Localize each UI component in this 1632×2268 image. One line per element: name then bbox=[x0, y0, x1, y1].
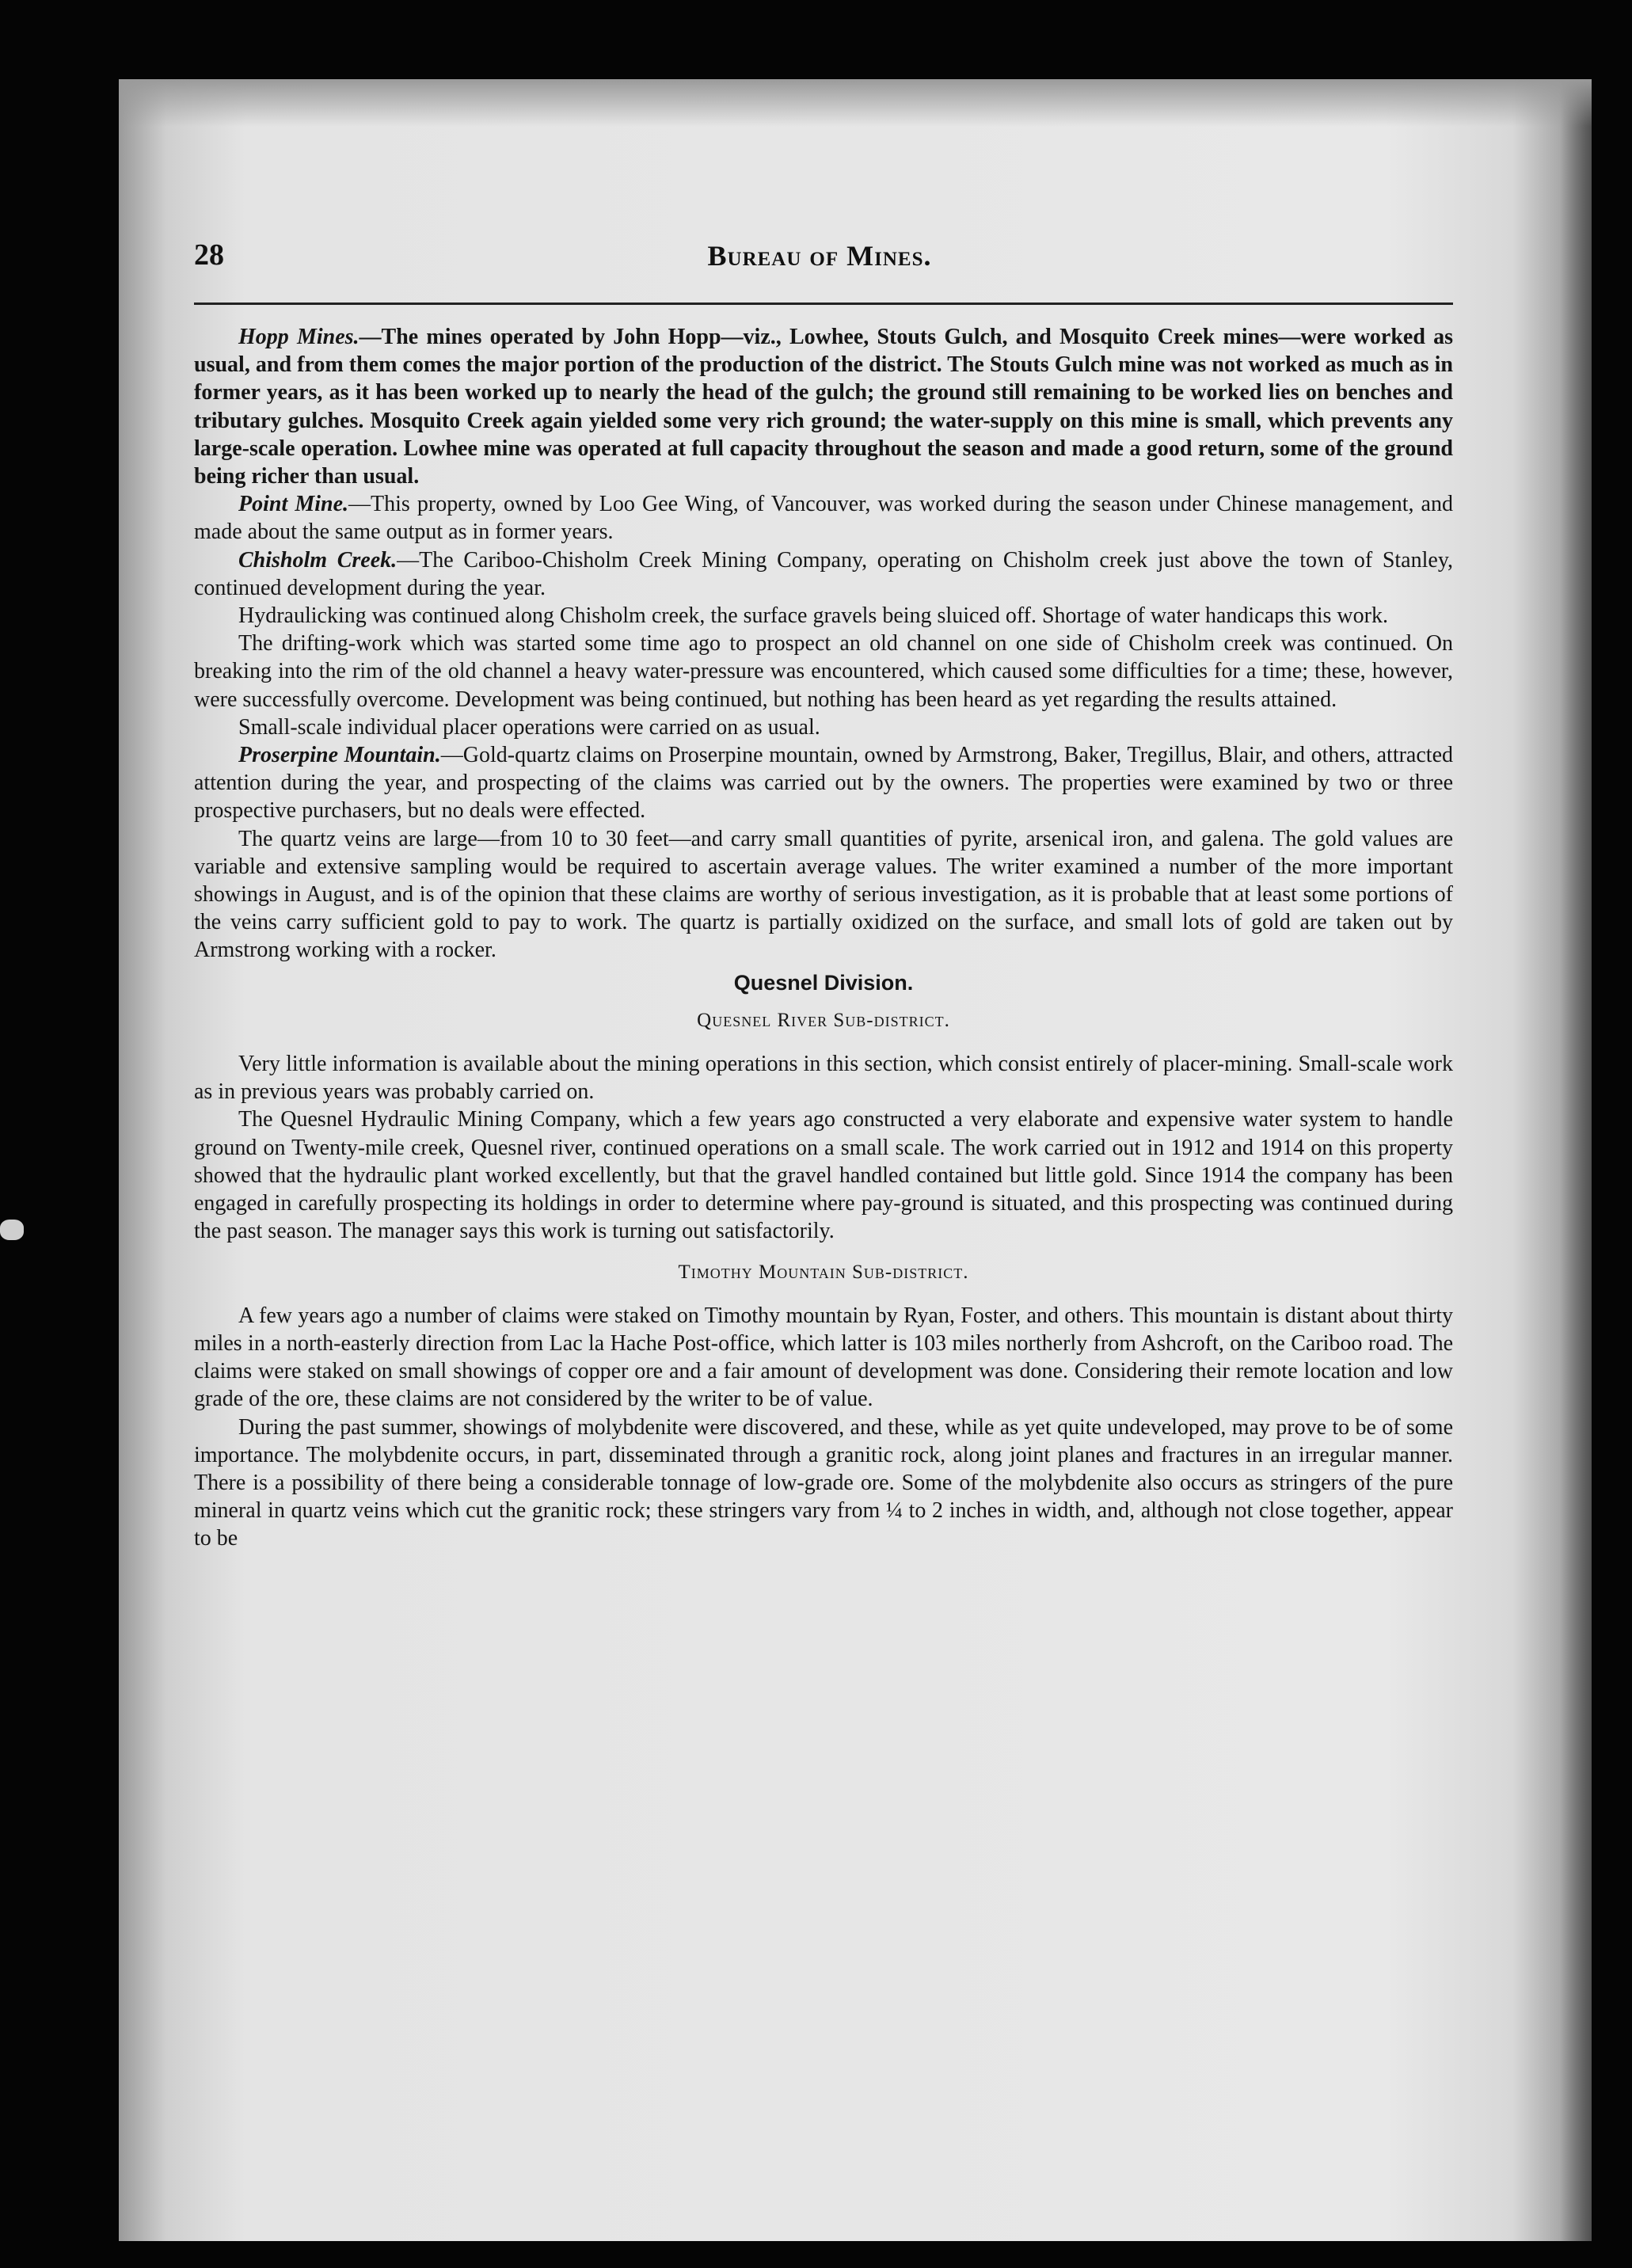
paragraph-text: —This property, owned by Loo Gee Wing, of Vancouver, was worked during the season under Chinese management, and made about the same output as in former years. bbox=[194, 492, 1453, 545]
paragraph-lead: Hopp Mines. bbox=[238, 325, 359, 349]
paragraph-lead: Point Mine. bbox=[238, 492, 348, 517]
paragraph-small-scale bbox=[194, 714, 1453, 741]
subdistrict-heading-quesnel: Quesnel River Sub-district. bbox=[697, 1009, 950, 1031]
paragraph-text: —The Cariboo-Chisholm Creek Mining Company, operating on Chisholm creek just above the town of Stanley, continued development during the year. bbox=[194, 547, 1454, 600]
scan-blemish bbox=[0, 1220, 24, 1240]
paragraph-quesnel-hydraulic: The Quesnel Hydraulic Mining Company, which a few years ago constructed a very elaborate and expensive water system to handle ground on Twenty-mile creek, Quesnel river, continued operations on a small scale. The work carried out in 1912 and 1914 on this property showed that the hydraulic plant worked excellently, but that the gravel handled contained but little gold. Since 1914 the company has been engaged in carefully prospecting its holdings in order to determine where pay-ground is situated, and this prospecting was continued during the past season. The manager says this work is turning out satisfactorily. bbox=[194, 1107, 1453, 1244]
paragraph-molybdenite: During the past summer, showings of molybdenite were discovered, and these, while as yet quite undeveloped, may prove to be of some importance. The molybdenite occurs, in part, disseminated through a granitic rock, along joint planes and fractures in an irregular manner. There is a possibility of there being a considerable tonnage of low-grade ore. Some of the molybdenite also occurs as stringers of the pure mineral in quartz veins which cut the granitic rock; these stringers vary from ¼ to 2 inches in width, and, although not close together, appear to be bbox=[194, 1414, 1453, 1551]
paragraph-point-mine bbox=[194, 490, 1453, 546]
paragraph-chisholm-creek bbox=[194, 546, 1453, 602]
paragraph-timothy-claims: A few years ago a number of claims were staked on Timothy mountain by Ryan, Foster, and others. This mountain is distant about thirty miles in a north-easterly direction from Lac la Hache Post-office, which latter is 103 miles northerly from Ashcroft, on the Cariboo road. The claims were staked on small showings of copper ore and a fair amount of development was done. Considering their remote location and low grade of the ore, these claims are not considered by the writer to be of value. bbox=[194, 1303, 1453, 1412]
paragraph-text: The quartz veins are large—from 10 to 30 feet—and carry small quantities of pyrite, arsenical iron, and galena. The gold values are variable and extensive sampling would be required to ascertain average values. The writer examined a number of the more important showings in August, and is of the opinion that these claims are worthy of serious investigation, as it is probable that at least some portions of the veins carry sufficient gold to pay to work. The quartz is partially oxidized on the surface, and small lots of gold are taken out by Armstrong working with a rocker. bbox=[194, 826, 1453, 963]
paragraph-proserpine bbox=[194, 741, 1453, 825]
page-number: 28 bbox=[194, 238, 224, 272]
paragraph-lead: Proserpine Mountain. bbox=[238, 743, 441, 768]
paragraph-quartz-veins bbox=[194, 825, 1453, 965]
paragraph-text: —The mines operated by John Hopp—viz., Lowhee, Stouts Gulch, and Mosquito Creek mines—were worked as usual, and from them comes the major portion of the production of the district. The Stouts Gulch mine was not worked as much as in former years, as it has been worked up to nearly the head of the gulch; the ground still remaining to be worked lies on benches and tributary gulches. Mosquito Creek again yielded some very rich ground; the water-supply on this mine is small, which prevents any large-scale operation. Lowhee mine was operated at full capacity throughout the season and made a good return, some of the ground being richer than usual. bbox=[194, 325, 1453, 489]
paragraph-quesnel-info: Very little information is available about the mining operations in this section, which consist entirely of placer-mining. Small-scale work as in previous years was probably carried on. bbox=[194, 1052, 1453, 1105]
division-heading: Quesnel Division. bbox=[733, 970, 914, 995]
subdistrict-heading-timothy: Timothy Mountain Sub-district. bbox=[678, 1261, 969, 1283]
paragraph-text: The drifting-work which was started some time ago to prospect an old channel on one side of Chisholm creek was continued. On breaking into the rim of the old channel a heavy water-pressure was encountered, which caused some difficulties for a time; these, however, were successfully overcome. Development was being continued, but nothing has been heard as yet regarding the results attained. bbox=[194, 631, 1453, 712]
header-rule bbox=[194, 303, 1453, 305]
paragraph-text: Hydraulicking was continued along Chisholm creek, the surface gravels being sluiced off. Shortage of water handicaps this work. bbox=[238, 603, 1388, 629]
paragraph-hydraulicking bbox=[194, 602, 1453, 630]
page-body bbox=[194, 323, 1453, 1553]
paragraph-text: —Gold-quartz claims on Proserpine mountain, owned by Armstrong, Baker, Tregillus, Blair, and others, attracted attention during the year, and prospecting of the claims was carried out by the owners. The properties were examined by two or three prospective purchasers, but no deals were effected. bbox=[194, 743, 1453, 824]
page-shadow-edge bbox=[1560, 79, 1592, 2241]
paragraph-hopp-mines bbox=[194, 323, 1453, 490]
paragraph-drifting-work bbox=[194, 630, 1453, 714]
running-head: Bureau of Mines. bbox=[707, 240, 932, 272]
page-header bbox=[194, 238, 1445, 277]
paragraph-text: Small-scale individual placer operations were carried on as usual. bbox=[238, 714, 820, 740]
paragraph-lead: Chisholm Creek. bbox=[238, 547, 398, 573]
